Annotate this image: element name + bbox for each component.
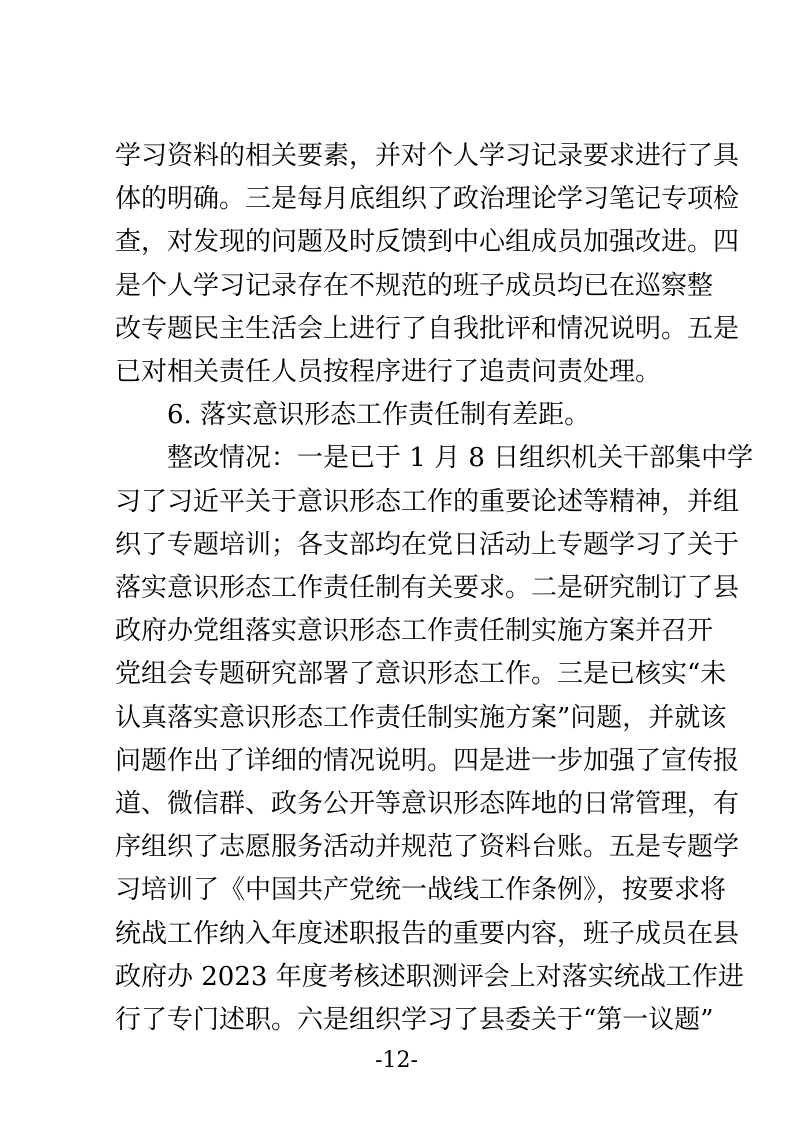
page-number: -12-	[375, 1048, 418, 1073]
text-line-18: 习培训了《中国共产党统一战线工作条例》，按要求将	[115, 875, 727, 906]
text-line-17: 序组织了志愿服务活动并规范了资料台账。五是专题学	[115, 832, 740, 863]
text-line-1: 学习资料的相关要素，并对个人学习记录要求进行了具	[115, 141, 740, 171]
text-line-9: 习了习近平关于意识形态工作的重要论述等精神，并组	[115, 486, 740, 517]
text-line-15: 问题作出了详细的情况说明。四是进一步加强了宣传报	[115, 745, 740, 776]
text-line-2: 体的明确。三是每月底组织了政治理论学习笔记专项检	[115, 184, 740, 215]
text-line-6: 已对相关责任人员按程序进行了追责问责处理。	[115, 357, 662, 387]
text-line-10: 织了专题培训；各支部均在党日活动上专题学习了关于	[115, 529, 740, 560]
text-line-3: 查，对发现的问题及时反馈到中心组成员加强改进。四	[115, 227, 740, 258]
text-line-8: 整改情况：一是已于 1 月 8 日组织机关干部集中学	[167, 443, 754, 474]
text-line-19: 统战工作纳入年度述职报告的重要内容，班子成员在县	[115, 918, 740, 949]
text-line-4: 是个人学习记录存在不规范的班子成员均已在巡察整	[115, 270, 714, 301]
text-line-16: 道、微信群、政务公开等意识形态阵地的日常管理，有	[115, 789, 740, 819]
text-line-12: 政府办党组落实意识形态工作责任制实施方案并召开	[115, 616, 714, 647]
text-line-11: 落实意识形态工作责任制有关要求。二是研究制订了县	[115, 573, 740, 603]
section-heading: 6. 落实意识形态工作责任制有差距。	[167, 400, 591, 431]
text-line-13: 党组会专题研究部署了意识形态工作。三是已核实“未	[115, 659, 727, 690]
text-line-20: 政府办 2023 年度考核述职测评会上对落实统战工作进	[115, 961, 744, 992]
text-line-5: 改专题民主生活会上进行了自我批评和情况说明。五是	[115, 313, 740, 344]
text-line-14: 认真落实意识形态工作责任制实施方案”问题，并就该	[115, 702, 727, 733]
text-line-21: 行了专门述职。六是组织学习了县委关于“第一议题”	[115, 1005, 714, 1035]
